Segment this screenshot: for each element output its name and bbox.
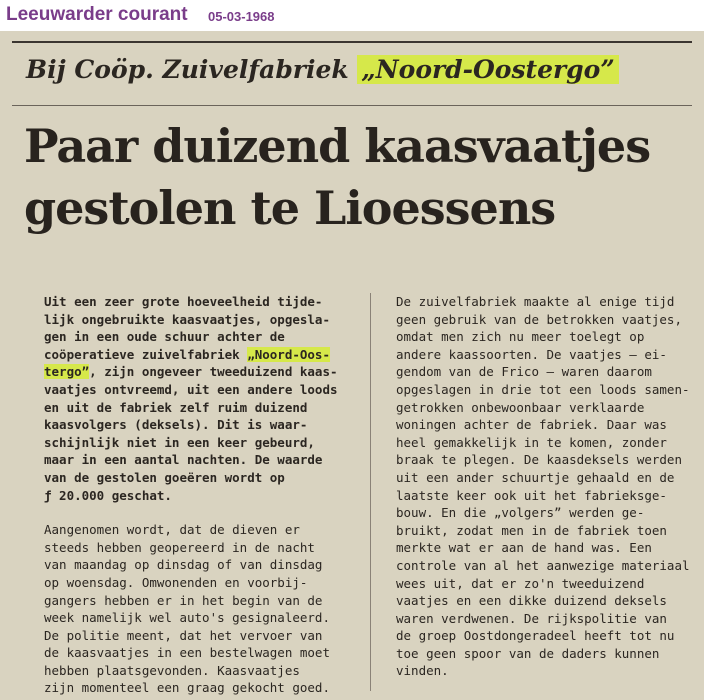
highlighted-term: „Noord-Oos- bbox=[247, 346, 330, 362]
kicker-line bbox=[26, 55, 619, 84]
text-line: lijk ongebruikte kaasvaatjes, opgesla- bbox=[44, 311, 330, 327]
text-line: ƒ 20.000 geschat. bbox=[44, 487, 172, 503]
text-line: schijnlijk niet in een keer gebeurd, bbox=[44, 434, 315, 450]
text-line: Aangenomen wordt, dat de dieven er bbox=[44, 522, 300, 538]
text-line: omdat men zich nu meer toelegt op bbox=[396, 329, 645, 345]
text-line: van maandag op dinsdag of van dinsdag bbox=[44, 557, 323, 573]
masthead-bar bbox=[0, 0, 704, 30]
text-line: controle van al het aanwezige materiaal bbox=[396, 557, 690, 573]
text-line: op woensdag. Omwonenden en voorbij- bbox=[44, 574, 308, 590]
text-line: vaatjes ontvreemd, uit een andere loods bbox=[44, 381, 338, 397]
headline bbox=[24, 115, 684, 239]
text-line: merkte wat er aan de hand was. Een bbox=[396, 540, 652, 556]
text-line: maar in een aantal nachten. De waarde bbox=[44, 452, 323, 468]
text-line: vaatjes en een dikke duizend deksels bbox=[396, 593, 667, 609]
text-line: De politie meent, dat het vervoer van bbox=[44, 627, 323, 643]
text-line: De zuivelfabriek maakte al enige tijd bbox=[396, 294, 675, 309]
text-line: uit een ander schuurtje gehaald en de bbox=[396, 469, 675, 485]
right-column bbox=[396, 293, 692, 680]
text-line: geen gebruik van de betrokken vaatjes, bbox=[396, 311, 682, 327]
text-line: van de gestolen goeëren wordt op bbox=[44, 469, 285, 485]
left-column bbox=[44, 293, 348, 697]
newspaper-clipping bbox=[0, 31, 704, 700]
paragraph-gap bbox=[44, 504, 348, 521]
text-line: woningen achter de fabriek. Daar was bbox=[396, 417, 667, 433]
text-line: bouw. En die „volgers” werden ge- bbox=[396, 505, 645, 521]
text-line: waren verdwenen. De rijkspolitie van bbox=[396, 610, 667, 626]
text-line: andere kaassoorten. De vaatjes — ei- bbox=[396, 346, 667, 362]
text-line: steeds hebben geopereerd in de nacht bbox=[44, 539, 315, 555]
text-line: getrokken onbewoonbaar verklaarde bbox=[396, 399, 645, 415]
publication-date: 05-03-1968 bbox=[208, 9, 275, 24]
text-line: vinden. bbox=[396, 663, 449, 679]
text-line: zijn momenteel een graag gekocht goed. bbox=[44, 680, 330, 696]
text-line: laatste keer ook uit het fabrieksge- bbox=[396, 487, 667, 503]
paragraph-body bbox=[44, 521, 348, 697]
text-line: en uit de fabriek zelf ruim duizend bbox=[44, 399, 308, 415]
text-line: braak te plegen. De kaasdeksels werden bbox=[396, 452, 682, 468]
text-line: Uit een zeer grote hoeveelheid tijde- bbox=[44, 294, 323, 309]
text-line: tergo”, zijn ongeveer tweeduizend kaas- bbox=[44, 364, 338, 380]
kicker-rule bbox=[12, 105, 692, 106]
headline-line: Paar duizend kaasvaatjes bbox=[24, 119, 651, 173]
highlighted-term: tergo” bbox=[44, 364, 90, 380]
text-line: hebben plaatsgevonden. Kaasvaatjes bbox=[44, 662, 300, 678]
top-rule bbox=[12, 41, 692, 43]
text-line: de kaasvaatjes in een bestelwagen moet bbox=[44, 645, 330, 661]
text-line: coöperatieve zuivelfabriek „Noord-Oos- bbox=[44, 346, 330, 362]
paragraph-body bbox=[396, 293, 692, 680]
text-line: de groep Oostdongeradeel heeft tot nu bbox=[396, 628, 675, 644]
text-line: bruikt, zodat men in de fabriek toen bbox=[396, 522, 667, 538]
text-line: opgeslagen in drie tot een loods samen- bbox=[396, 381, 690, 397]
kicker-prefix: Bij Coöp. Zuivelfabriek bbox=[26, 55, 349, 84]
text-line: week namelijk wel auto's gesignaleerd. bbox=[44, 610, 330, 626]
text-line: gangers hebben er in het begin van de bbox=[44, 592, 323, 608]
text-line: wees uit, dat er zo'n tweeduizend bbox=[396, 575, 645, 591]
newspaper-name[interactable]: Leeuwarder courant bbox=[6, 4, 188, 25]
text-line: heel gemakkelijk in te komen, zonder bbox=[396, 434, 667, 450]
headline-line: gestolen te Lioessens bbox=[24, 181, 556, 235]
text-line: gendom van de Frico — waren daarom bbox=[396, 364, 652, 380]
column-divider bbox=[370, 293, 371, 691]
text-line: kaasvolgers (deksels). Dit is waar- bbox=[44, 417, 308, 433]
text-line: gen in een oude schuur achter de bbox=[44, 329, 285, 345]
kicker-highlight: „Noord-Oostergo” bbox=[357, 55, 618, 84]
paragraph-intro bbox=[44, 293, 348, 504]
text-line: toe geen spoor van de daders kunnen bbox=[396, 645, 660, 661]
